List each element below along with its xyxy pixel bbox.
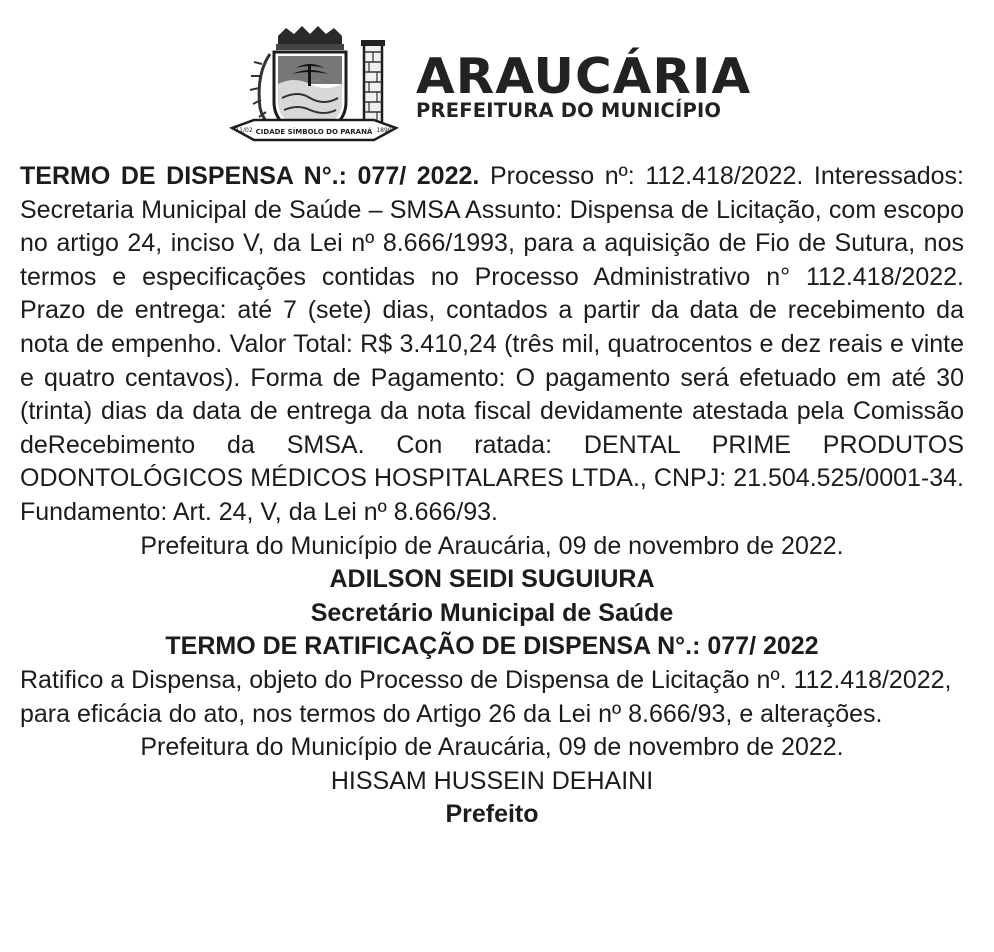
crest-ribbon-text: CIDADE SÍMBOLO DO PARANÁ [255,128,373,136]
municipal-coat-of-arms-icon [226,24,402,148]
municipality-brand [416,48,776,122]
dispensa-place-date: Prefeitura do Município de Araucária, 09 de novembro de 2022. [140,531,844,560]
ratificacao-body: Ratifico a Dispensa, objeto do Processo de Dispensa de Licitação nº. 112.418/2022, para eficácia do ato, nos termos do Artigo 26 da Lei nº 8.666/93, e alterações. [20,665,952,728]
municipality-subtitle: PREFEITURA DO MUNICÍPIO [416,99,722,122]
dispensa-paragraph [20,160,964,530]
dispensa-body: Processo nº: 112.418/2022. Interessados: Secretaria Municipal de Saúde – SMSA Assunto: Dispensa de Licitação, com escopo no artigo 24, inciso V, da Lei nº 8.666/1993, para a aquisição de Fio de Sutura, nos termos e especificações contidas no Processo Administrativo n° 112.418/2022. Prazo de entrega: até 7 (sete) dias, contados a partir da data de recebimento da nota de empenho. Valor Total: R$ 3.410,24 (três mil, quatrocentos e dez reais e vinte e quatro centavos). Forma de Pagamento: O pagamento será efetuado em até 30 (trinta) dias da data de entrega da nota fiscal devidamente atestada pela Comissão deRecebimento da SMSA. Con ratada: DENTAL PRIME PRODUTOS ODONTOLÓGICOS MÉDICOS HOSPITALARES LTDA., CNPJ: 21.504.525/0001-34. Fundamento: Art. 24, V, da Lei nº 8.666/93. [20,162,965,526]
document-body [20,160,964,832]
ratificacao-heading: TERMO DE RATIFICAÇÃO DE DISPENSA N°.: 077/ 2022 [165,632,819,661]
dispensa-signer-name: ADILSON SEIDI SUGUIURA [329,565,655,594]
dispensa-signer-title: Secretário Municipal de Saúde [310,598,674,627]
ratificacao-signer-name: HISSAM HUSSEIN DEHAINI [330,766,654,795]
crest-year-left: 11/02 [235,127,253,134]
ratificacao-signer-title: Prefeito [445,800,539,829]
document-header [0,0,994,160]
ratificacao-place-date: Prefeitura do Município de Araucária, 09 de novembro de 2022. [140,733,844,762]
municipality-name: ARAUCÁRIA [416,48,752,105]
crest-year-right: 1890 [376,127,392,134]
dispensa-heading: TERMO DE DISPENSA N°.: 077/ 2022. [20,162,480,190]
